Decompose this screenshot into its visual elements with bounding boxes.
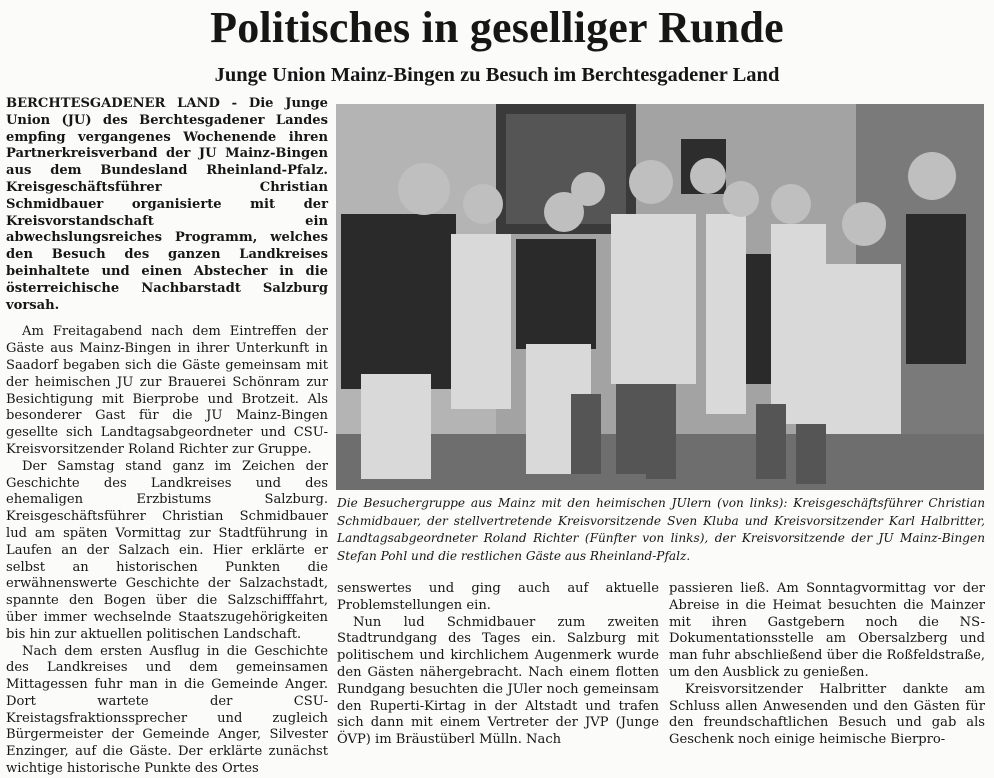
body-paragraph-3: Nach dem ersten Ausflug in die Geschichte des Landkreises und dem gemeinsamen Mittagessen fuhr man in die Gemeinde Anger. Dort wartete der CSU-Kreistagsfraktionssprecher und zugleich Bürgermeister der Gemeinde Anger, Silvester Enzinger, auf die Gäste. Der erklärte zunächst wichtige historische Punkte des Ortes: [6, 643, 328, 777]
lead-paragraph: BERCHTESGADENER LAND - Die Junge Union (JU) des Berchtesgadener Landes empfing vergangenes Wochenende ihren Partnerkreisverband der JU Mainz-Bingen aus dem Bundesland Rheinland-Pfalz. Kreisgeschäftsführer Christian Schmidbauer organisierte mit der Kreisvorstandschaft ein abwechslungsreiches Programm, welches den Besuch des ganzen Landkreises beinhaltete und einen Abstecher in die österreichische Nachbarstadt Salzburg vorsah.: [6, 96, 328, 313]
group-photo: [336, 104, 984, 490]
body-paragraph-4: senswertes und ging auch auf aktuelle Problemstellungen ein.: [337, 581, 659, 613]
subheadline: Junge Union Mainz-Bingen zu Besuch im Berchtesgadener Land: [214, 64, 780, 86]
article-column-3: [669, 581, 985, 746]
photo-caption: Die Besuchergruppe aus Mainz mit den heimischen JUlern (von links): Kreisgeschäftsführer Christian Schmidbauer, der stellvertretende Kreisvorsitzende Sven Kluba und Kreisvorsitzender Karl Halbritter, Landtagsabgeordneter Roland Richter (Fünfter von links), der Kreisvorsitzende der JU Mainz-Bingen Stefan Pohl und die restlichen Gäste aus Rheinland-Pfalz.: [337, 496, 985, 563]
body-paragraph-1: Am Freitagabend nach dem Eintreffen der Gäste aus Mainz-Bingen in ihrer Unterkunft in Saadorf begaben sich die Gäste gemeinsam mit der heimischen JU zur Brauerei Schönram zur Besichtigung mit Bierprobe und Brotzeit. Als besonderer Gast für die JU Mainz-Bingen gesellte sich Landtagsabgeordneter und CSU-Kreisvorsitzender Roland Richter zur Gruppe.: [6, 324, 328, 457]
article-column-1: [6, 96, 328, 777]
body-paragraph-6: passieren ließ. Am Sonntagvormittag vor der Abreise in die Heimat besuchten die Mainzer mit ihren Gastgebern noch die NS-Dokumentationsstelle am Obersalzberg und man fuhr abschließend über die Roßfeldstraße, um den Ausblick zu genießen.: [669, 581, 985, 680]
article-column-2: [337, 581, 659, 746]
headline: Politisches in geselliger Runde: [210, 3, 784, 52]
body-paragraph-5: Nun lud Schmidbauer zum zweiten Stadtrundgang des Tages ein. Salzburg mit politischem und kirchlichem Augenmerk wurde den Gästen nähergebracht. Nach einem flotten Rundgang besuchten die JUler noch gemeinsam den Ruperti-Kirtag in der Altstadt und trafen sich dann mit einem Vertreter der JVP (Junge ÖVP) im Bräustüberl Mülln. Nach: [337, 614, 659, 748]
body-paragraph-7: Kreisvorsitzender Halbritter dankte am Schluss allen Anwesenden und den Gästen für den freundschaftlichen Besuch und gab als Geschenk noch einige heimische Bierpro-: [669, 681, 985, 748]
group-photo-illustration: [336, 104, 984, 490]
body-paragraph-2: Der Samstag stand ganz im Zeichen der Geschichte des Landkreises und des ehemaligen Erzbistums Salzburg. Kreisgeschäftsführer Christian Schmidbauer lud am späten Vormittag zur Stadtführung in Laufen an der Salzach ein. Hier erklärte er selbst an historischen Punkten die erwähnenswerte Geschichte der Salzachstadt, spannte den Bogen über die Salzschifffahrt, über immer wechselnde Staatszugehörigkeiten bis hin zur aktuellen politischen Landschaft.: [6, 458, 328, 642]
